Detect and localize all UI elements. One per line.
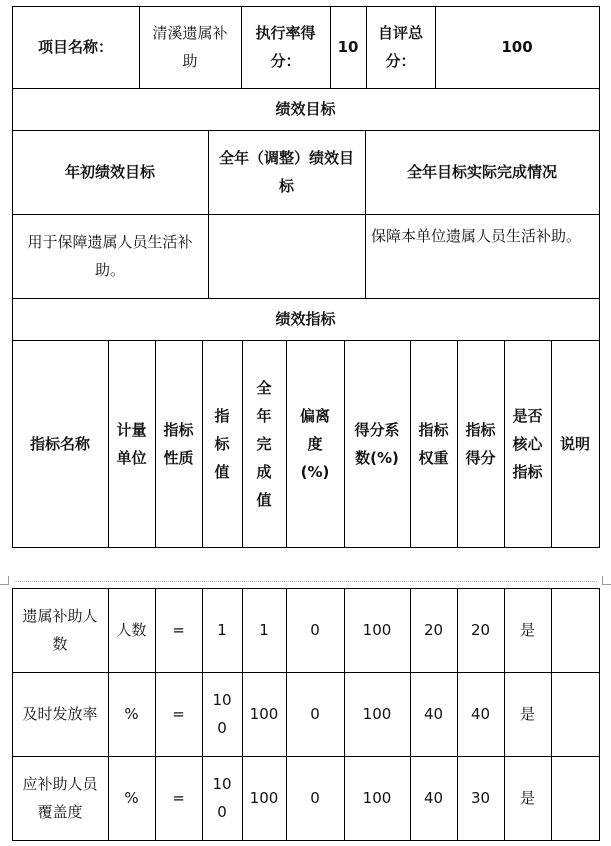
execution-rate-label: 执行率得分： [255, 24, 316, 70]
goals-actual-text: 保障本单位遗属人员生活补助。 [371, 227, 582, 245]
table-cell-weight: 20 [423, 621, 444, 639]
table-cell-deviation: 0 [310, 621, 320, 639]
table-cell-unit: 人数 [116, 621, 147, 639]
table-cell-name: 应补助人员覆盖度 [22, 775, 98, 821]
grid-line [330, 6, 331, 88]
col-header-score: 指标得分 [465, 421, 496, 467]
grid-line [242, 340, 243, 548]
grid-line [12, 6, 13, 548]
page-break-line [14, 581, 597, 582]
grid-line [12, 340, 600, 341]
grid-line [12, 547, 600, 548]
page-corner-left-mark [0, 576, 9, 585]
col-header-deviation: 偏离度(%) [299, 407, 330, 481]
grid-line [12, 130, 600, 131]
table-cell-core: 是 [519, 621, 535, 639]
table-cell-actual: 1 [259, 621, 269, 639]
grid-line [155, 340, 156, 548]
table-cell-name: 遗属补助人数 [22, 607, 98, 653]
grid-line [366, 6, 367, 88]
grid-line [344, 340, 345, 548]
table-cell-nature: = [172, 621, 185, 639]
grid-line [344, 588, 345, 841]
table-cell-nature: = [172, 789, 185, 807]
grid-line [155, 588, 156, 841]
table-cell-unit: % [124, 705, 139, 723]
grid-line [12, 298, 600, 299]
grid-line [599, 588, 600, 841]
grid-line [435, 6, 436, 88]
grid-line [410, 340, 411, 548]
self-score-label: 自评总分： [377, 24, 423, 70]
col-header-unit: 计量单位 [116, 421, 147, 467]
table-cell-nature: = [172, 705, 185, 723]
col-header-score-coefficient: 得分系数(%) [354, 421, 400, 467]
table-cell-coefficient: 100 [362, 621, 392, 639]
self-score-value: 100 [501, 38, 533, 56]
grid-line [504, 588, 505, 841]
col-header-name: 指标名称 [29, 435, 90, 453]
table-cell-actual: 100 [249, 705, 279, 723]
col-header-actual-value: 全年完成值 [256, 379, 272, 509]
grid-line [599, 6, 600, 548]
grid-line [12, 588, 600, 589]
grid-line [551, 340, 552, 548]
table-cell-unit: % [124, 789, 139, 807]
table-cell-score: 40 [470, 705, 491, 723]
grid-line [551, 588, 552, 841]
grid-line [242, 588, 243, 841]
col-header-note: 说明 [559, 435, 590, 453]
grid-line [108, 588, 109, 841]
table-cell-deviation: 0 [310, 789, 320, 807]
grid-line [12, 756, 600, 757]
goals-adjusted-text [208, 214, 365, 298]
table-cell-note [551, 672, 599, 756]
goals-col-initial: 年初绩效目标 [64, 163, 155, 181]
grid-line [12, 6, 600, 7]
col-header-target-value: 指标值 [214, 407, 230, 481]
table-cell-weight: 40 [423, 705, 444, 723]
goals-section-title: 绩效目标 [275, 100, 336, 118]
grid-line [410, 588, 411, 841]
table-cell-actual: 100 [249, 789, 279, 807]
grid-line [12, 88, 600, 89]
grid-line [202, 340, 203, 548]
table-cell-core: 是 [519, 789, 535, 807]
table-cell-note [551, 588, 599, 672]
grid-line [12, 672, 600, 673]
table-cell-core: 是 [519, 705, 535, 723]
table-cell-score: 20 [470, 621, 491, 639]
table-cell-score: 30 [470, 789, 491, 807]
goals-initial-text: 用于保障遗属人员生活补助。 [27, 233, 193, 279]
goals-col-adjusted: 全年（调整）绩效目标 [218, 149, 354, 195]
table-cell-coefficient: 100 [362, 789, 392, 807]
grid-line [12, 588, 13, 841]
grid-line [457, 588, 458, 841]
table-cell-name: 及时发放率 [22, 705, 98, 723]
page-break [0, 576, 611, 588]
indicators-section-title: 绩效指标 [275, 310, 336, 328]
grid-line [108, 340, 109, 548]
grid-line [457, 340, 458, 548]
col-header-core: 是否核心指标 [512, 407, 543, 481]
execution-rate-value: 10 [337, 38, 359, 56]
grid-line [286, 340, 287, 548]
grid-line [202, 588, 203, 841]
col-header-nature: 指标性质 [163, 421, 194, 467]
table-cell-coefficient: 100 [362, 705, 392, 723]
grid-line [241, 6, 242, 88]
page-corner-right-mark [602, 576, 611, 585]
table-cell-note [551, 756, 599, 840]
table-cell-target: 100 [212, 775, 232, 821]
goals-col-actual: 全年目标实际完成情况 [406, 163, 557, 181]
table-cell-target: 100 [212, 691, 232, 737]
grid-line [139, 6, 140, 88]
table-cell-weight: 40 [423, 789, 444, 807]
project-name-value: 清溪遗属补助 [152, 24, 228, 70]
grid-line [12, 840, 600, 841]
col-header-weight: 指标权重 [418, 421, 449, 467]
grid-line [504, 340, 505, 548]
grid-line [208, 130, 209, 298]
grid-line [12, 214, 600, 215]
table-cell-target: 1 [217, 621, 227, 639]
grid-line [286, 588, 287, 841]
project-name-label: 项目名称： [37, 38, 113, 56]
grid-line [365, 130, 366, 298]
table-cell-deviation: 0 [310, 705, 320, 723]
